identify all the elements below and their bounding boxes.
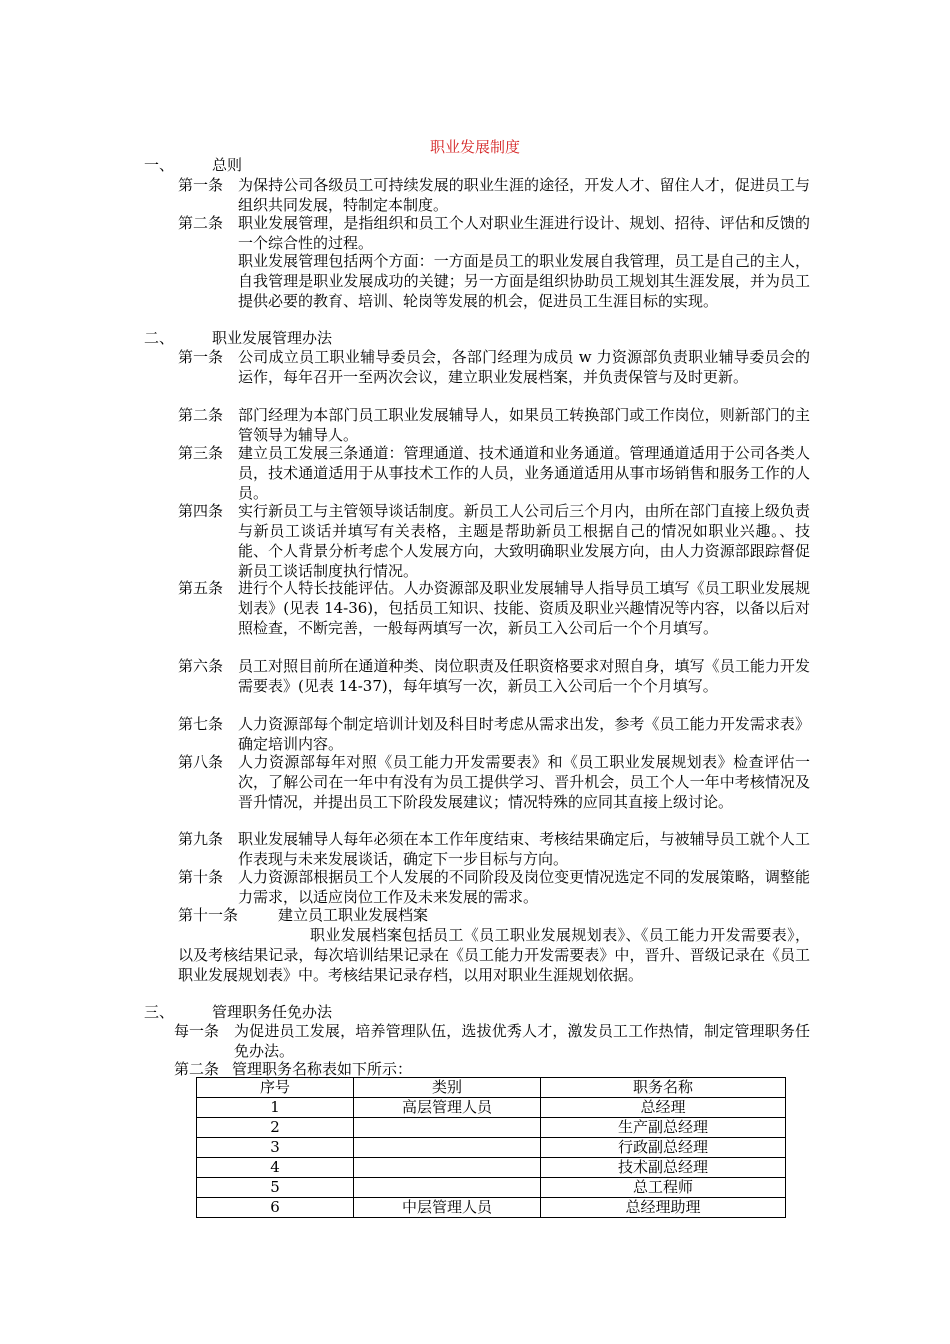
header-cell: 职务名称 <box>541 1078 786 1098</box>
table-cell: 行政副总经理 <box>541 1138 786 1158</box>
article-label: 第一条 <box>178 348 224 366</box>
article-2-9 <box>178 829 810 869</box>
article-label: 第十条 <box>178 868 224 886</box>
article-text: 管理职务名称表如下所示： <box>232 1060 413 1078</box>
article-label: 第七条 <box>178 715 224 733</box>
job-title-table <box>196 1077 786 1218</box>
article-2-2 <box>178 405 810 445</box>
article-text: 人力资源部根据员工个人发展的不同阶段及岗位变更情况选定不同的发展策略，调整能力需求，以适应岗位工作及未来发展的需求。 <box>238 868 810 906</box>
table-cell: 3 <box>197 1138 354 1158</box>
article-3-1 <box>174 1021 810 1061</box>
table-cell: 总工程师 <box>541 1178 786 1198</box>
table-cell: 总经理 <box>541 1098 786 1118</box>
table-cell <box>354 1138 541 1158</box>
article-text: 进行个人特长技能评估。人办资源部及职业发展辅导人指导员工填写《员工职业发展规划表》(见表 14-36)，包括员工知识、技能、资质及职业兴趣情况等内容，以备以后对照检查，不断完善，一般每两填写一次，新员工入公司后一个个月填写。 <box>238 579 810 637</box>
article-label: 第二条 <box>178 406 224 424</box>
table-row <box>197 1098 786 1118</box>
header-cell: 序号 <box>197 1078 354 1098</box>
article-2-3 <box>178 443 810 503</box>
table-cell <box>354 1178 541 1198</box>
table-cell: 5 <box>197 1178 354 1198</box>
table-cell <box>354 1158 541 1178</box>
article-label: 第一条 <box>178 176 224 194</box>
table-row <box>197 1158 786 1178</box>
table-cell <box>354 1118 541 1138</box>
article-text: 职业发展管理，是指组织和员工个人对职业生涯进行设计、规划、招待、评估和反馈的一个综合性的过程。 <box>238 214 810 252</box>
section-heading-2 <box>144 328 332 348</box>
article-text: 实行新员工与主管领导谈话制度。新员工人公司后三个月内，由所在部门直接上级负责与新员工谈话并填写有关表格，主题是帮助新员工根据自己的情况如职业兴趣。、技能、个人背景分析考虑个人发展方向，大致明确职业发展方向，由人力资源部跟踪督促新员工谈话制度执行情况。 <box>238 502 810 580</box>
article-text: 为保持公司各级员工可持续发展的职业生涯的途径，开发人才、留住人才，促进员工与组织共同发展，特制定本制度。 <box>238 176 810 214</box>
paragraph-2-1: 职业发展档案包括员工《员工职业发展规划表》、《员工能力开发需要表》，以及考核结果记录，每次培训结果记录在《员工能力开发需要表》中，晋升、晋级记录在《员工职业发展规划表》中。考核结果记录存档，以用对职业生涯规划依据。 <box>178 926 810 984</box>
article-label: 第五条 <box>178 579 224 597</box>
article-label: 第二条 <box>178 214 224 232</box>
table-cell: 总经理助理 <box>541 1198 786 1218</box>
article-text: 建立员工发展三条通道：管理通道、技术通道和业务通道。管理通道适用于公司各类人员，技术通道适用于从事技术工作的人员，业务通道适用从事市场销售和服务工作的人员。 <box>238 444 810 502</box>
article-2-7 <box>178 714 810 754</box>
article-text: 人力资源部每年对照《员工能力开发需要表》和《员工职业发展规划表》检查评估一次，了解公司在一年中有没有为员工提供学习、晋升机会，员工个人一年中考核情况及晋升情况，并提出员工下阶段发展建议；情况特殊的应同其直接上级讨论。 <box>238 753 810 811</box>
section-number: 一、 <box>144 156 175 174</box>
table-cell: 生产副总经理 <box>541 1118 786 1138</box>
article-text: 职业发展辅导人每年必须在本工作年度结束、考核结果确定后，与被辅导员工就个人工作表现与未来发展谈话，确定下一步目标与方向。 <box>238 830 810 868</box>
article-label: 第九条 <box>178 830 224 848</box>
table-row <box>197 1138 786 1158</box>
article-2-1 <box>178 347 810 387</box>
article-2-10 <box>178 867 810 907</box>
article-2-6 <box>178 656 810 696</box>
table-row <box>197 1178 786 1198</box>
article-text: 部门经理为本部门员工职业发展辅导人，如果员工转换部门或工作岗位，则新部门的主管领导为辅导人。 <box>238 406 810 444</box>
section-title: 管理职务任免办法 <box>212 1003 333 1021</box>
article-label: 第四条 <box>178 502 224 520</box>
table-cell: 中层管理人员 <box>354 1198 541 1218</box>
article-label: 第八条 <box>178 753 224 771</box>
table-row <box>197 1118 786 1138</box>
section-heading-1 <box>144 155 242 175</box>
table-header-row <box>197 1078 786 1098</box>
article-text: 员工对照目前所在通道种类、岗位职责及任职资格要求对照自身，填写《员工能力开发需要表》(见表 14-37)，每年填写一次，新员工入公司后一个个月填写。 <box>238 657 810 695</box>
article-text: 为促进员工发展，培养管理队伍，选拔优秀人才，激发员工工作热情，制定管理职务任免办法。 <box>234 1022 810 1060</box>
article-label: 第三条 <box>178 444 224 462</box>
table-cell: 2 <box>197 1118 354 1138</box>
article-2-8 <box>178 752 810 812</box>
article-2-4 <box>178 501 810 581</box>
article-label: 每一条 <box>174 1022 220 1040</box>
table-cell: 4 <box>197 1158 354 1178</box>
article-text: 公司成立员工职业辅导委员会，各部门经理为成员 w 力资源部负责职业辅导委员会的运作，每年召开一至两次会议，建立职业发展档案，并负责保管与及时更新。 <box>238 348 810 386</box>
section-number: 三、 <box>144 1003 175 1021</box>
article-text: 人力资源部每个制定培训计划及科目时考虑从需求出发，参考《员工能力开发需求表》确定培训内容。 <box>238 715 810 753</box>
paragraph-1-1 <box>228 251 810 311</box>
table-cell: 技术副总经理 <box>541 1158 786 1178</box>
document-title: 职业发展制度 <box>429 138 520 156</box>
table-cell: 1 <box>197 1098 354 1118</box>
section-heading-3 <box>144 1002 332 1022</box>
article-text: 建立员工职业发展档案 <box>278 906 429 924</box>
table-row <box>197 1198 786 1218</box>
article-label: 第十一条 <box>178 906 239 924</box>
article-1-2 <box>178 213 810 253</box>
paragraph-text: 职业发展管理包括两个方面：一方面是员工的职业发展自我管理，员工是自己的主人，自我管理是职业发展成功的关键；另一方面是组织协助员工规划其生涯发展，并为员工提供必要的教育、培训、轮岗等发展的机会，促进员工生涯目标的实现。 <box>238 252 810 310</box>
table-cell: 高层管理人员 <box>354 1098 541 1118</box>
article-label: 第二条 <box>174 1060 220 1078</box>
article-1-1 <box>178 175 810 215</box>
header-cell: 类别 <box>354 1078 541 1098</box>
article-2-11 <box>178 905 428 925</box>
article-2-5 <box>178 578 810 638</box>
section-number: 二、 <box>144 329 175 347</box>
table-cell: 6 <box>197 1198 354 1218</box>
section-title: 职业发展管理办法 <box>212 329 333 347</box>
article-3-2 <box>174 1059 412 1079</box>
article-label: 第六条 <box>178 657 224 675</box>
section-title: 总则 <box>212 156 243 174</box>
